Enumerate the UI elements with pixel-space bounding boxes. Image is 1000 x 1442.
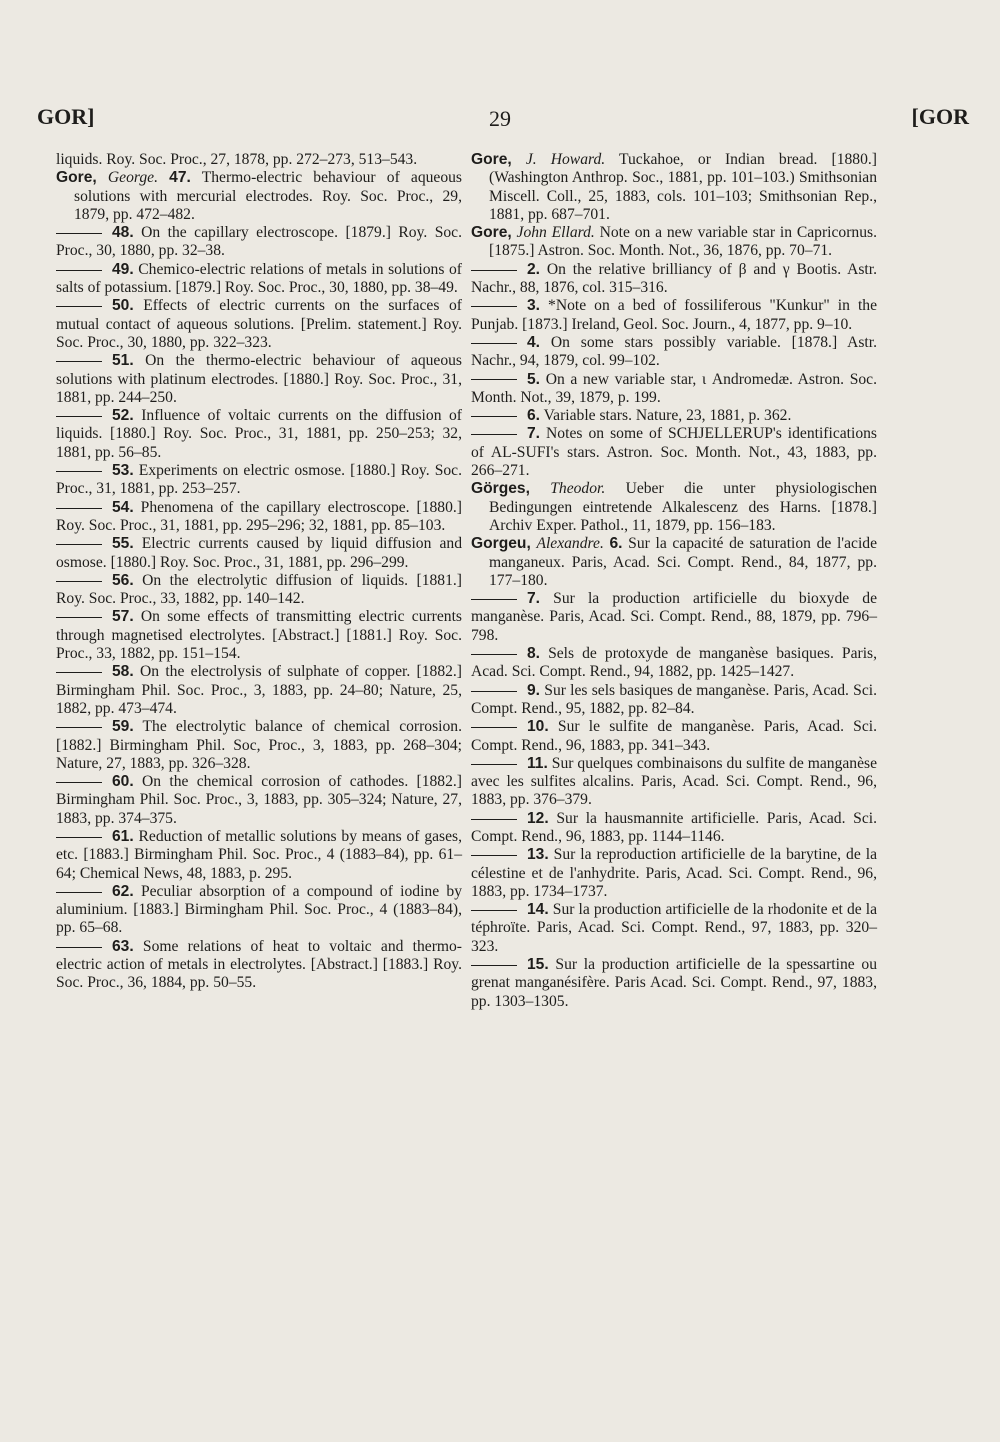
- paper-entry: [56, 407, 462, 462]
- paper-citation: Sur la production artificielle du bioxyde de manganèse. Paris, Acad. Sci. Compt. Rend., 88, 1879, pp. 796–798.: [471, 590, 878, 644]
- paper-number: 58.: [112, 663, 134, 681]
- paper-number: 56.: [112, 571, 134, 589]
- paper-entry: [56, 462, 462, 499]
- paper-citation: Note on a new variable star in Capricornus. [1875.] Astron. Soc. Month. Not., 36, 1876, pp. 70–71.: [489, 224, 877, 260]
- left-column: [56, 151, 462, 993]
- paper-number: 50.: [112, 297, 134, 315]
- ditto-dash: [56, 270, 102, 271]
- ditto-dash: [56, 782, 102, 783]
- paper-entry: [56, 663, 462, 718]
- ditto-dash: [471, 855, 517, 856]
- author-entry: [471, 151, 877, 224]
- ditto-dash: [56, 306, 102, 307]
- paper-entry: [56, 297, 462, 352]
- author-surname: Görges,: [471, 480, 530, 498]
- paper-citation: Effects of electric currents on the surfaces of mutual contact of aqueous solutions. [Prelim. statement.] Roy. Soc. Proc., 30, 1880, pp. 322–323.: [56, 297, 462, 351]
- paper-entry: [56, 718, 462, 773]
- ditto-dash: [471, 819, 517, 820]
- ditto-dash: [471, 727, 517, 728]
- paper-number: 2.: [527, 260, 541, 278]
- paper-entry: [56, 883, 462, 938]
- paper-citation: On the capillary electroscope. [1879.] Roy. Soc. Proc., 30, 1880, pp. 32–38.: [56, 224, 463, 260]
- paper-citation: On a new variable star, ι Andromedæ. Astron. Soc. Month. Not., 39, 1879, p. 199.: [471, 370, 877, 406]
- author-surname: Gore,: [56, 169, 97, 187]
- paper-entry: [471, 425, 877, 480]
- paper-entry: [56, 773, 462, 828]
- paper-entry: [471, 371, 877, 408]
- paper-citation: *Note on a bed of fossiliferous "Kunkur" in the Punjab. [1873.] Ireland, Geol. Soc. Journ., 4, 1877, pp. 9–10.: [471, 297, 877, 333]
- paper-entry: [471, 590, 877, 645]
- paper-entry: [56, 224, 462, 261]
- ditto-dash: [471, 599, 517, 600]
- paper-citation: Peculiar absorption of a compound of iodine by aluminium. [1883.] Birmingham Phil. Soc. Proc., 4 (1883–84), pp. 65–68.: [56, 882, 462, 937]
- paper-number: 51.: [112, 352, 134, 370]
- paper-citation: On the chemical corrosion of cathodes. [1882.] Birmingham Phil. Soc. Proc., 3, 1883, pp. 305–324; Nature, 27, 1883, pp. 374–375.: [56, 773, 462, 827]
- author-surname: Gore,: [471, 224, 512, 242]
- ditto-dash: [56, 508, 102, 509]
- paper-entry: [56, 608, 462, 663]
- paper-number: 7.: [527, 425, 541, 443]
- paper-entry: [56, 535, 462, 572]
- paper-citation: On the electrolytic diffusion of liquids. [1881.] Roy. Soc. Proc., 33, 1882, pp. 140–142.: [56, 571, 462, 608]
- ditto-dash: [471, 691, 517, 692]
- paper-citation: Influence of voltaic currents on the diffusion of liquids. [1880.] Roy. Soc. Proc., 31, 1881, pp. 250–253; 32, 1881, pp. 56–85.: [56, 407, 462, 461]
- paper-number: 60.: [112, 773, 134, 791]
- paper-number: 52.: [112, 407, 134, 425]
- paper-entry: [471, 334, 877, 371]
- paper-number: 4.: [527, 333, 541, 351]
- author-entry: [471, 224, 877, 261]
- paper-citation: Sur la production artificielle de la rhodonite et de la téphroïte. Paris, Acad. Sci. Compt. Rend., 97, 1883, pp. 320–323.: [471, 901, 878, 955]
- paper-number: 55.: [112, 535, 134, 553]
- author-given-name: John Ellard.: [516, 224, 595, 242]
- paper-citation: Sur quelques combinaisons du sulfite de manganèse avec les sulfites alcalins. Paris, Acad. Sci. Compt. Rend., 96, 1883, pp. 376–379.: [471, 754, 877, 809]
- paper-entry: [56, 499, 462, 536]
- ditto-dash: [56, 617, 102, 618]
- paper-number: 5.: [527, 370, 541, 388]
- ditto-dash: [56, 672, 102, 673]
- author-given-name: J. Howard.: [525, 151, 606, 168]
- ditto-dash: [471, 343, 517, 344]
- ditto-dash: [56, 837, 102, 838]
- ditto-dash: [56, 727, 102, 728]
- paper-number: 3.: [527, 297, 541, 315]
- paper-entry: [471, 846, 877, 901]
- ditto-dash: [471, 654, 517, 655]
- author-surname: Gorgeu,: [471, 535, 531, 553]
- ditto-dash: [56, 947, 102, 948]
- paper-entry: [471, 718, 877, 755]
- ditto-dash: [56, 471, 102, 472]
- paper-number: 47.: [169, 169, 191, 187]
- paper-entry: [56, 261, 462, 298]
- paper-citation: Chemico-electric relations of metals in solutions of salts of potassium. [1879.] Roy. Soc. Proc., 30, 1880, pp. 38–49.: [56, 260, 462, 297]
- ditto-dash: [471, 910, 517, 911]
- paper-citation: Sur les sels basiques de manganèse. Paris, Acad. Sci. Compt. Rend., 95, 1882, pp. 82–84.: [471, 681, 877, 717]
- paper-citation: Electric currents caused by liquid diffusion and osmose. [1880.] Roy. Soc. Proc., 31, 1881, pp. 296–299.: [56, 535, 462, 571]
- paper-citation: Sur la capacité de saturation de l'acide manganeux. Paris, Acad. Sci. Compt. Rend., 84, 1877, pp. 177–180.: [489, 535, 877, 589]
- paper-citation: The electrolytic balance of chemical corrosion. [1882.] Birmingham Phil. Soc, Proc., 3, 1883, pp. 268–304; Nature, 27, 1883, pp. 326–328.: [56, 718, 462, 772]
- paper-entry: [56, 938, 462, 993]
- paper-entry: [471, 407, 877, 425]
- paper-number: 59.: [112, 718, 134, 736]
- right-column: [471, 151, 877, 1011]
- paper-citation: On some stars possibly variable. [1878.] Astr. Nachr., 94, 1879, col. 99–102.: [471, 333, 877, 370]
- paper-entry: [471, 755, 877, 810]
- paper-number: 11.: [527, 754, 548, 772]
- author-given-name: Theodor.: [550, 480, 606, 498]
- ditto-dash: [471, 965, 517, 966]
- paper-number: 10.: [527, 718, 549, 736]
- ditto-dash: [56, 581, 102, 582]
- paper-citation: Thermo-electric behaviour of aqueous solutions with mercurial electrodes. Roy. Soc. Proc., 29, 1879, pp. 472–482.: [74, 169, 463, 223]
- paper-citation: Notes on some of SCHJELLERUP's identifications of AL-SUFI's stars. Astron. Soc. Month. Not., 43, 1883, pp. 266–271.: [471, 425, 877, 480]
- author-given-name: George.: [107, 169, 158, 187]
- paper-number: 49.: [112, 260, 134, 278]
- author-entry: [471, 480, 877, 535]
- ditto-dash: [56, 361, 102, 362]
- author-given-name: Alexandre.: [536, 535, 604, 553]
- paper-citation: Variable stars. Nature, 23, 1881, p. 362.: [543, 407, 792, 425]
- paper-citation: Some relations of heat to voltaic and thermo-electric action of metals in electrolytes. [Abstract.] [1883.] Roy. Soc. Proc., 36, 1884, pp. 50–55.: [56, 937, 462, 992]
- ditto-dash: [471, 764, 517, 765]
- paper-citation: Reduction of metallic solutions by means of gases, etc. [1883.] Birmingham Phil. Soc. Proc., 4 (1883–84), pp. 61–64; Chemical News, 48, 1883, p. 295.: [56, 827, 462, 882]
- ditto-dash: [471, 306, 517, 307]
- paper-number: 48.: [112, 224, 134, 242]
- running-head-right: [GOR: [911, 104, 969, 129]
- paper-citation: Sur la reproduction artificielle de la barytine, de la célestine et de l'anhydrite. Paris, Acad. Sci. Compt. Rend., 96, 1883, pp. 1734–1737.: [471, 846, 877, 900]
- paper-number: 61.: [112, 827, 134, 845]
- paper-entry: [471, 810, 877, 847]
- paper-citation: Ueber die unter physiologischen Bedingungen eintretende Alkalescenz des Harns. [1878.] Archiv Exper. Pathol., 11, 1879, pp. 156–183.: [489, 480, 877, 534]
- running-head-left: GOR]: [37, 104, 95, 129]
- paper-citation: On the electrolysis of sulphate of copper. [1882.] Birmingham Phil. Soc. Proc., 3, 1883, pp. 24–80; Nature, 25, 1882, pp. 473–474.: [56, 663, 463, 717]
- paper-entry: [471, 682, 877, 719]
- paper-citation: Phenomena of the capillary electroscope. [1880.] Roy. Soc. Proc., 31, 1881, pp. 295–296; 32, 1881, pp. 85–103.: [56, 498, 462, 534]
- paper-citation: On the thermo-electric behaviour of aqueous solutions with platinum electrodes. [1880.] Roy. Soc. Proc., 31, 1881, pp. 244–250.: [56, 352, 462, 406]
- paper-entry: [56, 572, 462, 609]
- ditto-dash: [56, 892, 102, 893]
- ditto-dash: [56, 544, 102, 545]
- ditto-dash: [56, 233, 102, 234]
- ditto-dash: [471, 434, 517, 435]
- page-number: 29: [489, 106, 511, 131]
- paper-citation: On some effects of transmitting electric currents through magnetised electrolytes. [Abstract.] [1881.] Roy. Soc. Proc., 33, 1882, pp. 151–154.: [56, 608, 462, 663]
- ditto-dash: [471, 416, 517, 417]
- paper-number: 14.: [527, 901, 549, 919]
- paper-number: 6.: [527, 407, 541, 425]
- paper-entry: [56, 352, 462, 407]
- paper-number: 7.: [527, 590, 541, 608]
- paper-number: 13.: [527, 846, 549, 864]
- paper-citation: Experiments on electric osmose. [1880.] Roy. Soc. Proc., 31, 1881, pp. 253–257.: [56, 462, 462, 498]
- paper-entry: [471, 901, 877, 956]
- paper-citation: Sur la hausmannite artificielle. Paris, Acad. Sci. Compt. Rend., 96, 1883, pp. 1144–1146.: [471, 809, 877, 845]
- author-entry: [56, 169, 462, 224]
- paper-entry: [471, 297, 877, 334]
- paper-number: 57.: [112, 608, 134, 626]
- author-surname: Gore,: [471, 151, 512, 168]
- paper-number: 6.: [609, 535, 623, 553]
- paper-number: 62.: [112, 882, 134, 900]
- paper-citation: Sels de protoxyde de manganèse basiques. Paris, Acad. Sci. Compt. Rend., 94, 1882, pp. 1425–1427.: [471, 645, 877, 681]
- ditto-dash: [56, 416, 102, 417]
- paper-citation: Sur la production artificielle de la spessartine ou grenat manganésifère. Paris Acad. Sci. Compt. Rend., 97, 1883, pp. 1303–1305.: [471, 956, 877, 1010]
- paper-number: 9.: [527, 681, 541, 699]
- paper-entry: [471, 645, 877, 682]
- author-entry: [471, 535, 877, 590]
- continued-entry: [56, 151, 462, 169]
- paper-number: 15.: [527, 956, 549, 974]
- paper-number: 54.: [112, 498, 134, 516]
- paper-entry: [56, 828, 462, 883]
- paper-number: 63.: [112, 937, 134, 955]
- paper-entry: [471, 261, 877, 298]
- paper-entry: [471, 956, 877, 1011]
- paper-citation: On the relative brilliancy of β and γ Bootis. Astr. Nachr., 88, 1876, col. 315–316.: [471, 260, 877, 297]
- paper-citation: Tuckahoe, or Indian bread. [1880.] (Washington Anthrop. Soc., 1881, pp. 101–103.) Smithsonian Miscell. Coll., 25, 1883, cols. 101–103; Smithsonian Rep., 1881, pp. 687–701.: [489, 151, 877, 223]
- paper-citation: Sur le sulfite de manganèse. Paris, Acad. Sci. Compt. Rend., 96, 1883, pp. 341–343.: [471, 718, 878, 754]
- paper-number: 53.: [112, 462, 134, 480]
- ditto-dash: [471, 379, 517, 380]
- paper-citation: liquids. Roy. Soc. Proc., 27, 1878, pp. 272–273, 513–543.: [56, 151, 418, 168]
- ditto-dash: [471, 270, 517, 271]
- paper-number: 12.: [527, 809, 549, 827]
- paper-number: 8.: [527, 645, 541, 663]
